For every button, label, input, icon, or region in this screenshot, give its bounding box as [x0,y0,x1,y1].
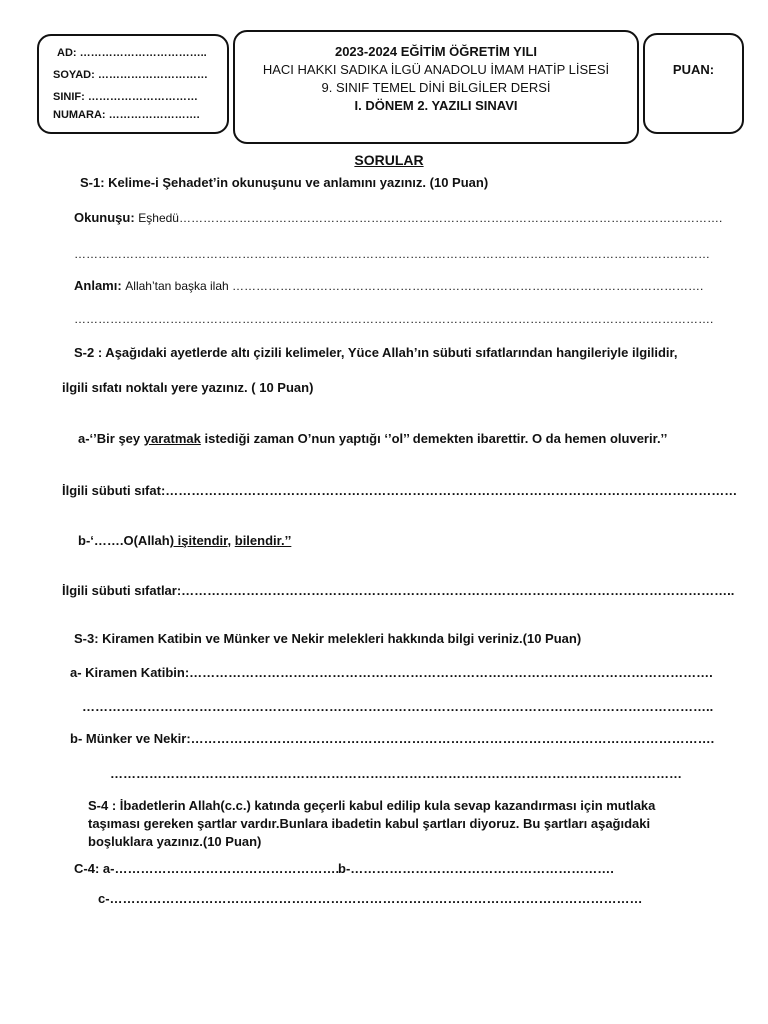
number-field[interactable]: NUMARA: ……………………. [53,109,200,121]
q3-a-line[interactable]: a- Kiramen Katibin:…………………………………………………………………………………………………………. [70,665,713,680]
q2-b-prefix: b-‘…….O(Allah [78,533,170,548]
q1-meaning-line[interactable] [74,277,703,295]
q4-answer-b[interactable]: b-……………………………………………………. [338,861,614,876]
q2-b-underlined-2: bilendir.’’ [234,533,292,548]
question-4-line-1: S-4 : İbadetlerin Allah(c.c.) katında geçerli kabul edilip kula sevap kazandırması için mutlaka [88,798,656,813]
q1-reading-line[interactable] [74,209,722,227]
exam-name: I. DÖNEM 2. YAZILI SINAVI [354,98,518,113]
q2-a-underlined-word: yaratmak [143,431,201,446]
score-label: PUAN: [672,62,715,77]
student-info-box [37,34,229,134]
q1-meaning-label: Anlamı: [74,278,126,293]
question-1: S-1: Kelime-i Şehadet’in okunuşunu ve anlamını yazınız. (10 Puan) [80,175,489,190]
question-2-line-2: ilgili sıfatı noktalı yere yazınız. ( 10 Puan) [62,380,314,395]
q3-b-line[interactable]: b- Münker ve Nekir:…………………………………………………………………………………………………………. [70,731,715,746]
question-4-line-3: boşluklara yazınız.(10 Puan) [88,834,262,849]
q1-reading-label: Okunuşu: [74,210,139,225]
q4-answer-a[interactable]: C-4: a-……………………………………………. [74,861,340,876]
surname-field[interactable]: SOYAD: ………………………… [53,69,208,81]
questions-title: SORULAR [354,152,424,168]
q2-b-answer-line[interactable]: İlgili sübuti sıfatlar:……………………………………………………………………………………………………………….. [62,583,735,598]
school-name: HACI HAKKI SADIKA İLGÜ ANADOLU İMAM HATİP LİSESİ [262,62,610,77]
q2-a-answer-line[interactable]: İlgili sübuti sıfat:…………………………………………………………………………………………………………………… [62,483,738,498]
exam-title-box [233,30,639,144]
question-2-line-1: S-2 : Aşağıdaki ayetlerde altı çizili kelimeler, Yüce Allah’ın sübuti sıfatlarından hangileriyle ilgilidir, [74,345,678,360]
q2-b-separator: , [227,533,235,548]
q1-dotted-line-2[interactable]: ……………………………………………………………………………………………………………………………………………. [74,312,714,326]
q4-answer-c[interactable]: c-…………………………………………………………………………………………………………… [98,891,643,906]
question-3: S-3: Kiramen Katibin ve Münker ve Nekir melekleri hakkında bilgi veriniz.(10 Puan) [74,631,582,646]
q2-verse-a [78,430,667,447]
q2-verse-b [78,532,291,549]
q3-a-dotted-line[interactable]: ……………………………………………………………………………………………………………………………….. [82,699,714,714]
question-4-line-2: taşıması gereken şartlar vardır.Bunlara ibadetin kabul şartları diyoruz. Bu şartları aşağıdaki [88,816,651,831]
q1-dotted-line-1[interactable]: …………………………………………………………………………………………………………………………………………… [74,247,710,261]
q2-b-underlined-1: ) işitendir [169,533,228,548]
q2-a-prefix: a-‘’Bir şey [78,431,144,446]
q2-a-suffix: istediği zaman O’nun yaptığı ‘’ol’’ demekten ibarettir. O da hemen oluverir.’’ [200,431,668,446]
course-name: 9. SINIF TEMEL DİNİ BİLGİLER DERSİ [321,80,551,95]
class-field[interactable]: SINIF: ………………………… [53,91,198,103]
score-box[interactable] [643,33,744,134]
name-field[interactable]: AD: …………………………….. [57,47,207,59]
school-year: 2023-2024 EĞİTİM ÖĞRETİM YILI [334,44,538,59]
q1-meaning-answer: Allah’tan başka ilah ………………………………………………………………………………………………………. [125,279,704,293]
q3-b-dotted-line[interactable]: …………………………………………………………………………………………………………………… [110,766,682,781]
q1-reading-answer: Eşhedü………………………………………………………………………………………………………………………. [138,211,723,225]
